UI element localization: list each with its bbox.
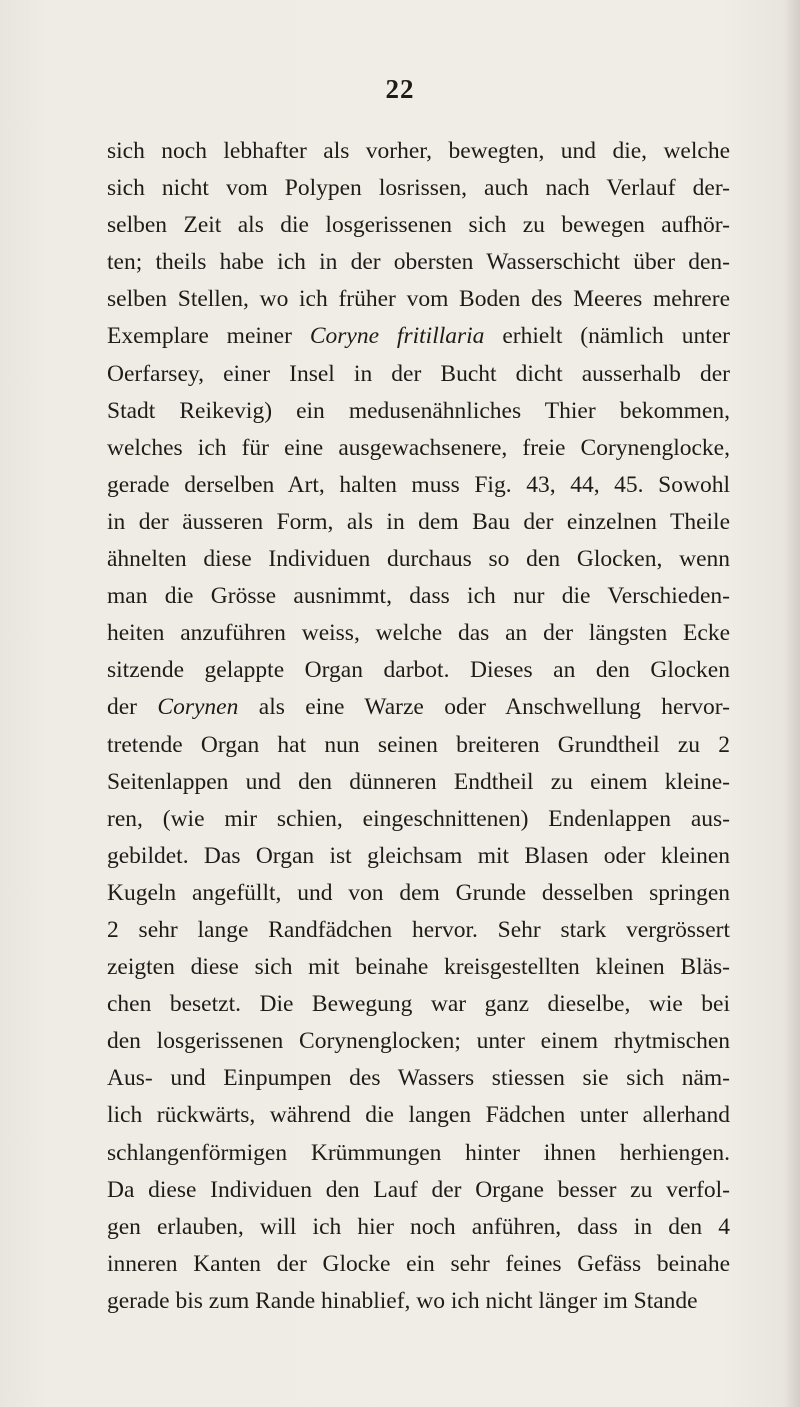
text-line [107,133,730,170]
text-line [107,504,730,541]
line-text: 2 sehr lange Randfädchen hervor. Sehr stark vergrössert [107,916,730,943]
body-text [107,133,730,1320]
line-text: Oerfarsey, einer Insel in der Bucht dicht ausserhalb der [107,360,730,387]
text-line [107,430,730,467]
line-text: gebildet. Das Organ ist gleichsam mit Blasen oder kleinen [107,842,730,869]
line-text: gerade bis zum Rande hinablief, wo ich nicht länger im Stande [107,1287,698,1314]
text-line [107,393,730,430]
text-line [107,689,730,726]
text-line [107,912,730,949]
text-line [107,1172,730,1209]
line-text: welches ich für eine ausgewachsenere, freie Corynenglocke, [107,434,730,461]
text-line [107,727,730,764]
text-line [107,986,730,1023]
text-line [107,281,730,318]
text-line [107,838,730,875]
line-text: Da diese Individuen den Lauf der Organe besser zu verfol- [107,1176,730,1203]
text-line [107,170,730,207]
line-text: der [107,694,158,721]
text-line [107,615,730,652]
text-line [107,949,730,986]
line-text: inneren Kanten der Glocke ein sehr feines Gefäss beinahe [107,1250,730,1277]
text-line [107,467,730,504]
text-line [107,1135,730,1172]
text-line [107,1209,730,1246]
line-text: schlangenförmigen Krümmungen hinter ihnen herhiengen. [107,1139,730,1166]
line-text: heiten anzuführen weiss, welche das an der längsten Ecke [107,620,730,647]
text-line [107,356,730,393]
line-text: den losgerissenen Corynenglocken; unter einem rhytmischen [107,1028,730,1055]
line-text: Aus- und Einpumpen des Wassers stiessen sie sich näm- [107,1065,730,1092]
line-text: gerade derselben Art, halten muss Fig. 43, 44, 45. Sowohl [107,471,730,498]
line-text: sich nicht vom Polypen losrissen, auch nach Verlauf der- [107,175,730,202]
line-text: selben Stellen, wo ich früher vom Boden des Meeres mehrere [107,286,730,313]
italic-term: Coryne fritillaria [309,323,485,350]
line-text: tretende Organ hat nun seinen breiteren Grundtheil zu 2 [107,731,730,758]
text-line [107,1246,730,1283]
text-line [107,801,730,838]
text-line [107,578,730,615]
text-line [107,1097,730,1134]
line-text: gen erlauben, will ich hier noch anführen, dass in den 4 [107,1213,730,1240]
line-text: ten; theils habe ich in der obersten Wasserschicht über den- [107,249,730,276]
line-text: in der äusseren Form, als in dem Bau der einzelnen Theile [107,508,730,535]
line-text: sich noch lebhafter als vorher, bewegten, und die, welche [107,138,730,164]
line-text: Stadt Reikevig) ein medusenähnliches Thier bekommen, [107,397,730,424]
page-number: 22 [385,74,415,104]
italic-term: Corynen [157,694,239,721]
text-line [107,1060,730,1097]
line-text: erhielt (nämlich unter [484,323,730,350]
text-line [107,1023,730,1060]
line-text: ren, (wie mir schien, eingeschnittenen) Endenlappen aus- [107,805,730,832]
text-line [107,875,730,912]
text-line [107,1283,730,1320]
line-text: ähnelten diese Individuen durchaus so den Glocken, wenn [107,546,730,573]
text-line [107,652,730,689]
text-line [107,541,730,578]
line-text: zeigten diese sich mit beinahe kreisgestellten kleinen Bläs- [107,954,730,981]
line-text: sitzende gelappte Organ darbot. Dieses an den Glocken [107,657,730,684]
line-text: chen besetzt. Die Bewegung war ganz dieselbe, wie bei [107,991,730,1018]
line-text: Kugeln angefüllt, und von dem Grunde desselben springen [107,879,730,906]
line-text: als eine Warze oder Anschwellung hervor- [238,694,730,721]
line-text: selben Zeit als die losgerissenen sich zu bewegen aufhör- [107,212,730,239]
text-line [107,244,730,281]
line-text: Exemplare meiner [107,323,310,350]
line-text: Seitenlappen und den dünneren Endtheil zu einem kleine- [107,768,730,795]
text-line [107,764,730,801]
text-line [107,318,730,355]
page-edge-shadow [784,0,800,1407]
line-text: lich rückwärts, während die langen Fädchen unter allerhand [107,1102,730,1129]
text-line [107,207,730,244]
line-text: man die Grösse ausnimmt, dass ich nur die Verschieden- [107,583,730,610]
